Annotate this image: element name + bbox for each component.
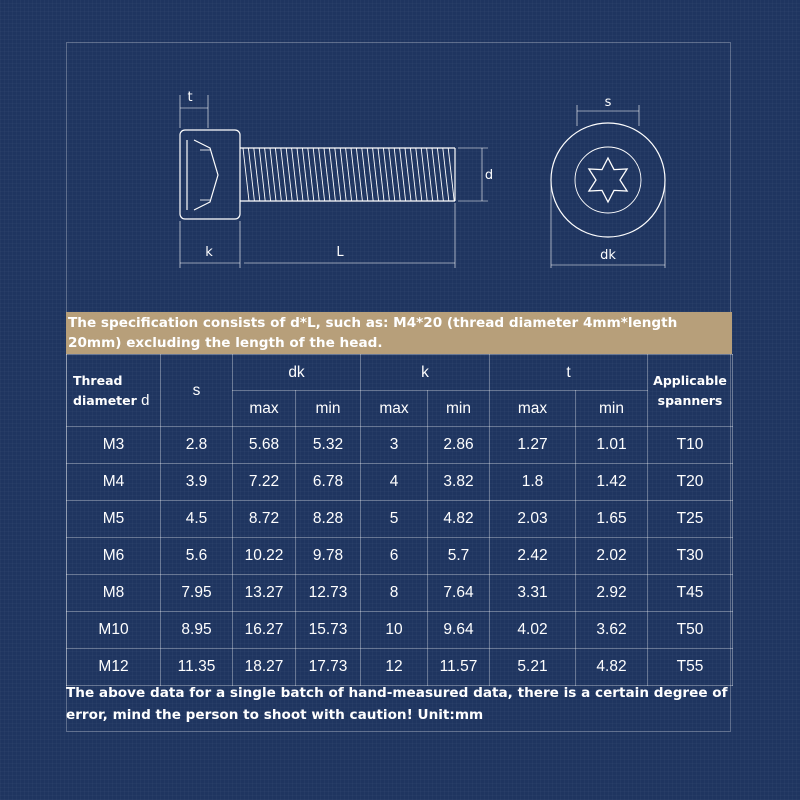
- t-min-cell: 1.01: [576, 427, 648, 464]
- thread-crest-line: [427, 148, 433, 201]
- measurement-disclaimer: The above data for a single batch of hand-measured data, there is a certain degree of error, mind the person to shoot with caution! Unit:mm: [66, 685, 728, 723]
- k-max-cell: 12: [361, 649, 428, 686]
- thread-crest-line: [254, 148, 260, 201]
- t-label: t: [187, 90, 193, 105]
- thread-cell: M10: [67, 612, 161, 649]
- specification-banner: The specification consists of d*L, such as: M4*20 (thread diameter 4mm*length 20mm) excluding the length of the head.: [66, 312, 732, 354]
- dk-min-cell: 8.28: [296, 501, 361, 538]
- screw-end-view: [551, 105, 665, 268]
- table-row: [67, 575, 733, 612]
- dk-max-cell: 13.27: [233, 575, 296, 612]
- dk-min-cell: 15.73: [296, 612, 361, 649]
- dk-max-cell: 18.27: [233, 649, 296, 686]
- k-max-cell: 8: [361, 575, 428, 612]
- torx-socket-profile: [194, 140, 218, 210]
- k-max-cell: 5: [361, 501, 428, 538]
- spanner-cell: T25: [648, 501, 733, 538]
- k-max-cell: 10: [361, 612, 428, 649]
- t-min-cell: 2.92: [576, 575, 648, 612]
- d-label: d: [484, 168, 494, 183]
- dk-max-cell: 7.22: [233, 464, 296, 501]
- screw-dimension-diagram: [0, 0, 800, 312]
- dimension-table: [66, 354, 733, 686]
- torx-recess: [589, 158, 627, 202]
- dk-max-cell: 5.68: [233, 427, 296, 464]
- thread-crest-line: [308, 148, 314, 201]
- thread-diameter-header: Thread diameter d: [67, 355, 161, 427]
- s-cell: 3.9: [161, 464, 233, 501]
- t-max-cell: 1.27: [490, 427, 576, 464]
- dk-max-cell: 10.22: [233, 538, 296, 575]
- dk-min-header: min: [296, 391, 361, 427]
- dk-min-cell: 17.73: [296, 649, 361, 686]
- thread-cell: M8: [67, 575, 161, 612]
- t-min-header: min: [576, 391, 648, 427]
- spanner-cell: T50: [648, 612, 733, 649]
- table-row: [67, 501, 733, 538]
- thread-crest-line: [313, 148, 319, 201]
- k-min-header: min: [428, 391, 490, 427]
- dk-header: dk: [233, 355, 361, 391]
- spanner-cell: T45: [648, 575, 733, 612]
- thread-crest-line: [329, 148, 335, 201]
- thread-crest-line: [243, 148, 249, 201]
- k-max-cell: 6: [361, 538, 428, 575]
- k-max-cell: 3: [361, 427, 428, 464]
- t-max-cell: 2.03: [490, 501, 576, 538]
- thread-crest-line: [448, 148, 454, 201]
- table-header-row: [67, 355, 733, 391]
- screw-head-outline: [180, 130, 240, 219]
- thread-crest-line: [373, 148, 379, 201]
- thread-crest-line: [346, 148, 352, 201]
- table-row: [67, 649, 733, 686]
- k-min-cell: 3.82: [428, 464, 490, 501]
- thread-cell: M5: [67, 501, 161, 538]
- table-row: [67, 427, 733, 464]
- thread-crest-line: [302, 148, 308, 201]
- s-header: s: [161, 355, 233, 427]
- s-cell: 4.5: [161, 501, 233, 538]
- k-min-cell: 11.57: [428, 649, 490, 686]
- s-cell: 2.8: [161, 427, 233, 464]
- dk-label: dk: [600, 248, 616, 263]
- k-min-cell: 4.82: [428, 501, 490, 538]
- t-max-cell: 3.31: [490, 575, 576, 612]
- thread-crest-line: [248, 148, 254, 201]
- thread-crest-line: [416, 148, 422, 201]
- t-min-cell: 1.65: [576, 501, 648, 538]
- thread-crest-line: [410, 148, 416, 201]
- thread-crest-line: [286, 148, 292, 201]
- thread-cell: M4: [67, 464, 161, 501]
- thread-crest-line: [292, 148, 298, 201]
- t-max-cell: 4.02: [490, 612, 576, 649]
- s-cell: 8.95: [161, 612, 233, 649]
- spanner-cell: T30: [648, 538, 733, 575]
- dk-max-cell: 8.72: [233, 501, 296, 538]
- thread-crest-line: [421, 148, 427, 201]
- k-min-cell: 5.7: [428, 538, 490, 575]
- thread-crest-line: [362, 148, 368, 201]
- t-min-cell: 4.82: [576, 649, 648, 686]
- thread-crest-line: [378, 148, 384, 201]
- k-min-cell: 7.64: [428, 575, 490, 612]
- k-label: k: [205, 245, 213, 260]
- thread-crest-line: [400, 148, 406, 201]
- t-max-cell: 5.21: [490, 649, 576, 686]
- k-header: k: [361, 355, 490, 391]
- t-max-header: max: [490, 391, 576, 427]
- s-cell: 11.35: [161, 649, 233, 686]
- k-min-cell: 9.64: [428, 612, 490, 649]
- thread-crest-line: [340, 148, 346, 201]
- spanner-cell: T20: [648, 464, 733, 501]
- thread-crest-line: [275, 148, 281, 201]
- thread-cell: M3: [67, 427, 161, 464]
- k-max-cell: 4: [361, 464, 428, 501]
- L-label: L: [336, 245, 344, 260]
- spanner-cell: T55: [648, 649, 733, 686]
- thread-crest-line: [351, 148, 357, 201]
- k-min-cell: 2.86: [428, 427, 490, 464]
- thread-crest-line: [405, 148, 411, 201]
- dk-min-cell: 12.73: [296, 575, 361, 612]
- table-row: [67, 464, 733, 501]
- thread-crest-line: [437, 148, 443, 201]
- thread-lines: [243, 148, 454, 201]
- dk-min-cell: 6.78: [296, 464, 361, 501]
- thread-crest-line: [389, 148, 395, 201]
- t-max-cell: 2.42: [490, 538, 576, 575]
- thread-crest-line: [324, 148, 330, 201]
- s-label: s: [604, 95, 612, 110]
- t-min-cell: 3.62: [576, 612, 648, 649]
- thread-crest-line: [432, 148, 438, 201]
- thread-crest-line: [367, 148, 373, 201]
- s-cell: 5.6: [161, 538, 233, 575]
- thread-crest-line: [394, 148, 400, 201]
- dk-max-cell: 16.27: [233, 612, 296, 649]
- t-min-cell: 2.02: [576, 538, 648, 575]
- t-max-cell: 1.8: [490, 464, 576, 501]
- thread-crest-line: [281, 148, 287, 201]
- dk-max-header: max: [233, 391, 296, 427]
- applicable-spanners-header: Applicable spanners: [648, 355, 733, 427]
- table-row: [67, 612, 733, 649]
- thread-crest-line: [443, 148, 449, 201]
- dk-min-cell: 9.78: [296, 538, 361, 575]
- thread-crest-line: [319, 148, 325, 201]
- t-min-cell: 1.42: [576, 464, 648, 501]
- thread-crest-line: [270, 148, 276, 201]
- spanner-cell: T10: [648, 427, 733, 464]
- thread-crest-line: [383, 148, 389, 201]
- thread-crest-line: [356, 148, 362, 201]
- k-max-header: max: [361, 391, 428, 427]
- thread-cell: M12: [67, 649, 161, 686]
- thread-crest-line: [265, 148, 271, 201]
- thread-crest-line: [335, 148, 341, 201]
- t-header: t: [490, 355, 648, 391]
- screw-side-view: [180, 95, 488, 268]
- head-outer-circle: [551, 123, 665, 237]
- thread-cell: M6: [67, 538, 161, 575]
- thread-crest-line: [297, 148, 303, 201]
- s-cell: 7.95: [161, 575, 233, 612]
- table-row: [67, 538, 733, 575]
- thread-crest-line: [259, 148, 265, 201]
- dk-min-cell: 5.32: [296, 427, 361, 464]
